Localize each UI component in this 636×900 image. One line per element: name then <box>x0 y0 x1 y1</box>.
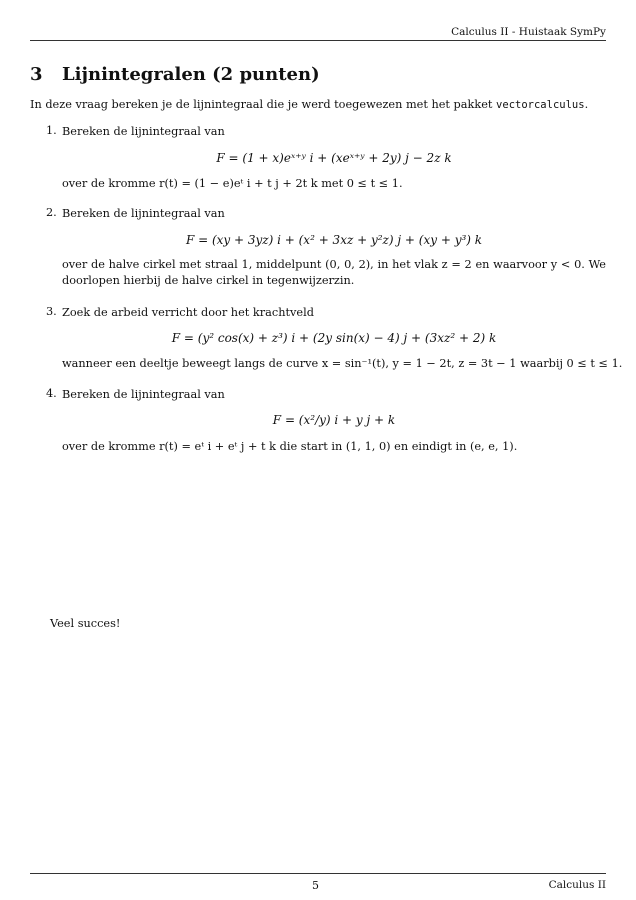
intro-period: . <box>584 98 589 111</box>
page-number: 5 <box>312 879 319 892</box>
exercise-label: 1. <box>46 124 57 137</box>
exercise-lead: Bereken de lijnintegraal van <box>62 125 225 138</box>
exercise-lead: Bereken de lijnintegraal van <box>62 388 225 401</box>
footer-course: Calculus II <box>548 879 606 891</box>
exercise-item-2 <box>46 206 606 289</box>
exercise-item-4 <box>46 387 606 455</box>
header-rule <box>30 40 606 41</box>
section-number: 3 <box>30 64 43 85</box>
exercise-description: over de kromme r(t) = eᵗ i + eᵗ j + t k die start in (1, 1, 0) en eindigt in (e, e, 1). <box>62 440 518 453</box>
exercise-item-3 <box>46 305 623 372</box>
vector-field-formula: F = (1 + x)eˣ⁺ʸ i + (xeˣ⁺ʸ + 2y) j − 2z k <box>216 151 452 165</box>
exercise-description: over de halve cirkel met straal 1, middelpunt (0, 0, 2), in het vlak z = 2 en waarvoor y < 0. We doorlopen hierbij de halve cirkel in tegenwijzerzin. <box>62 258 606 287</box>
closing-text: Veel succes! <box>50 617 121 630</box>
exercise-description: over de kromme r(t) = (1 − e)eᵗ i + t j + 2t k met 0 ≤ t ≤ 1. <box>62 177 403 190</box>
section-title: Lijnintegralen (2 punten) <box>62 64 320 85</box>
intro-text: In deze vraag bereken je de lijnintegraal die je werd toegewezen met het pakket <box>30 98 497 111</box>
exercise-description: wanneer een deeltje beweegt langs de curve x = sin⁻¹(t), y = 1 − 2t, z = 3t − 1 waarbij 0 ≤ t ≤ 1. <box>62 357 623 370</box>
running-header: Calculus II - Huistaak SymPy <box>451 26 606 38</box>
footer-rule <box>30 873 606 874</box>
vector-field-formula: F = (y² cos(x) + z³) i + (2y sin(x) − 4) j + (3xz² + 2) k <box>171 331 497 345</box>
section-heading <box>30 64 320 85</box>
exercise-label: 3. <box>46 305 57 318</box>
exercise-item-1 <box>46 124 606 192</box>
vector-field-formula: F = (xy + 3yz) i + (x² + 3xz + y²z) j + (xy + y³) k <box>185 233 483 247</box>
exercise-lead: Zoek de arbeid verricht door het krachtveld <box>62 306 314 319</box>
exercise-label: 2. <box>46 206 57 219</box>
exercise-label: 4. <box>46 387 57 400</box>
vector-field-formula: F = (x²/y) i + y j + k <box>272 413 396 427</box>
exercise-lead: Bereken de lijnintegraal van <box>62 207 225 220</box>
package-name: vectorcalculus <box>496 99 585 111</box>
intro-paragraph <box>30 98 588 111</box>
